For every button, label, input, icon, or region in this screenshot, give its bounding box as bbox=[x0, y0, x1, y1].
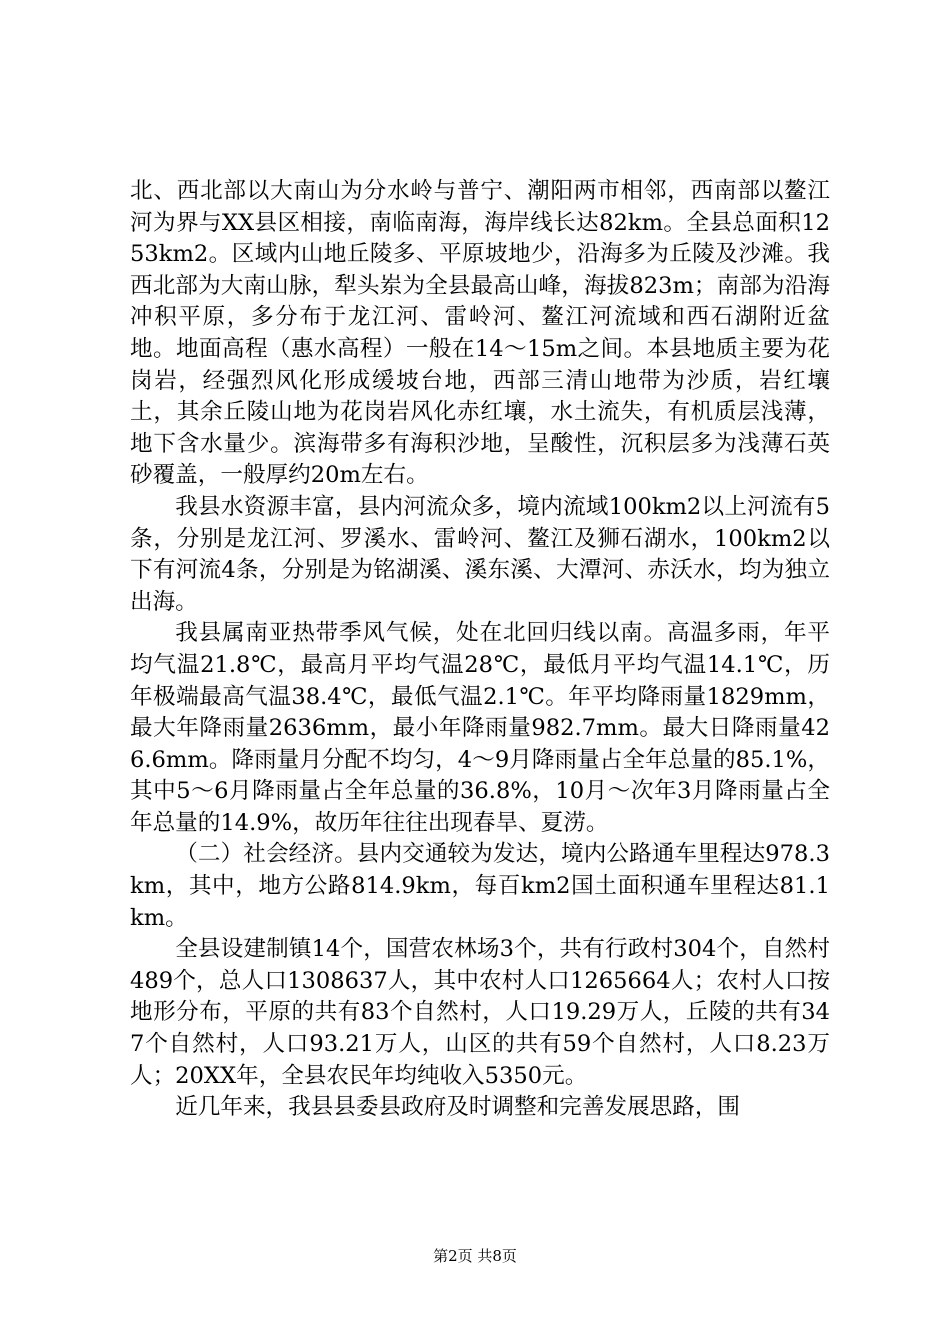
paragraph-social-economy: （二）社会经济。县内交通较为发达，境内公路通车里程达978.3km，其中，地方公路814.9km，每百km2国土面积通车里程达81.1km。 bbox=[130, 841, 830, 931]
paragraph-climate: 我县属南亚热带季风气候，处在北回归线以南。高温多雨，年平均气温21.8℃，最高月平均气温28℃，最低月平均气温14.1℃，历年极端最高气温38.4℃，最低气温2.1℃。年平均降雨量1829mm，最大年降雨量2636mm，最小年降雨量982.7mm。最大日降雨量426.6mm。降雨量月分配不均匀，4～9月降雨量占全年总量的85.1%，其中5～6月降雨量占全年总量的36.8%，10月～次年3月降雨量占全年总量的14.9%，故历年往往出现春旱、夏涝。 bbox=[130, 620, 830, 836]
paragraph-population: 全县设建制镇14个，国营农林场3个，共有行政村304个，自然村489个，总人口1308637人，其中农村人口1265664人；农村人口按地形分布，平原的共有83个自然村，人口19.29万人，丘陵的共有347个自然村，人口93.21万人，山区的共有59个自然村，人口8.23万人；20XX年，全县农民年均纯收入5350元。 bbox=[130, 936, 830, 1089]
document-body bbox=[130, 176, 830, 1124]
paragraph-water-resources: 我县水资源丰富，县内河流众多，境内流域100km2以上河流有5条，分别是龙江河、罗溪水、雷岭河、鳌江及狮石湖水，100km2以下有河流4条，分别是为铭湖溪、溪东溪、大潭河、赤沃水，均为独立出海。 bbox=[130, 493, 830, 615]
paragraph-development: 近几年来，我县县委县政府及时调整和完善发展思路，围 bbox=[175, 1094, 741, 1121]
paragraph-terrain: 北、西北部以大南山为分水岭与普宁、潮阳两市相邻，西南部以鳌江河为界与XX县区相接，南临南海，海岸线长达82km。全县总面积1253km2。区域内山地丘陵多、平原坡地少，沿海多为丘陵及沙滩。我西北部为大南山脉，犁头岽为全县最高山峰，海拔823m；南部为沿海冲积平原，多分布于龙江河、雷岭河、鳌江河流域和西石湖附近盆地。地面高程（惠水高程）一般在14～15m之间。本县地质主要为花岗岩，经强烈风化形成缓坡台地，西部三清山地带为沙质，岩红壤土，其余丘陵山地为花岗岩风化赤红壤，水土流失，有机质层浅薄，地下含水量少。滨海带多有海积沙地，呈酸性，沉积层多为浅薄石英砂覆盖，一般厚约20m左右。 bbox=[130, 178, 830, 489]
page-number-footer: 第2页 共8页 bbox=[433, 1247, 517, 1265]
